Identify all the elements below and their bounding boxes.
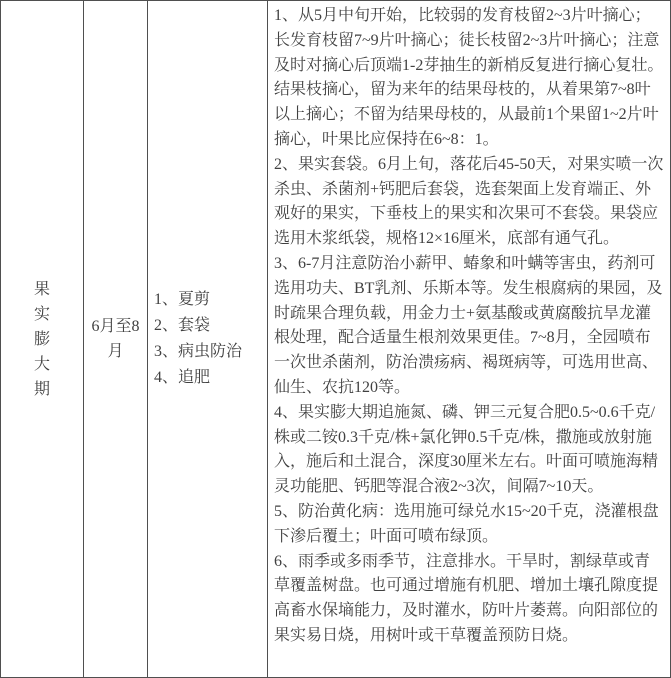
task-item: 4、追肥 (154, 369, 211, 386)
detail-paragraph: 5、防治黄化病：选用施可绿兑水15~20千克，浇灌根盘下渗后覆土；叶面可喷布绿顶。 (274, 502, 659, 545)
period-label: 6月至8月 (91, 318, 140, 360)
period-cell (84, 1, 148, 677)
details-cell (268, 1, 670, 677)
detail-paragraph: 1、从5月中旬开始，比较弱的发育枝留2~3片叶摘心；长发育枝留7~9片叶摘心；徒长枝留2~3片叶摘心；注意及时对摘心后顶端1-2芽抽生的新梢反复进行摘心复壮。结果枝摘心，留为来年的结果母枝的，从着果第7~8叶以上摘心；不留为结果母枝的，从最前1个果留1~2片叶摘心，叶果比应保持在6~8：1。 (274, 7, 664, 148)
detail-paragraph: 6、雨季或多雨季节，注意排水。干旱时，割绿草或青草覆盖树盘。也可通过增施有机肥、增加土壤孔隙度提高畜水保墒能力，及时灌水，防叶片萎蔫。向阳部位的果实易日烧，用树叶或干草覆盖预防日烧。 (274, 552, 659, 644)
details-list (274, 4, 664, 649)
task-item: 2、套袋 (154, 317, 211, 334)
detail-paragraph: 2、果实套袋。6月上旬，落花后45-50天，对果实喷一次杀虫、杀菌剂+钙肥后套袋，选套架面上发育端正、外观好的果实，下垂枝上的果实和次果可不套袋。果袋应选用木浆纸袋，规格12×16厘米，底部有通气孔。 (274, 155, 664, 248)
stage-cell (1, 1, 84, 677)
tasks-cell (148, 1, 268, 677)
detail-paragraph: 3、6-7月注意防治小薪甲、蝽象和叶螨等害虫，药剂可选用功夫、BT乳剂、乐斯本等。发生根腐病的果园，及时疏果合理负载，用金力士+氨基酸或黄腐酸抗旱龙灌根处理，配合适量生根剂效果更佳。7~8月，全园喷布一次世杀菌剂，防治溃疡病、褐斑病等，可选用世高、仙生、农抗120等。 (274, 254, 663, 396)
detail-paragraph: 4、果实膨大期追施氮、磷、钾三元复合肥0.5~0.6千克/株或二铵0.3千克/株+氯化钾0.5千克/株，撒施或放射施入，施后和土混合，深度30厘米左右。叶面可喷施海精灵功能肥、钙肥等混合液2~3次，间隔7~10天。 (274, 403, 659, 496)
task-item: 3、病虫防治 (154, 343, 243, 360)
task-list (154, 287, 265, 391)
task-item: 1、夏剪 (154, 291, 211, 308)
stage-name: 果实膨大期 (33, 280, 50, 398)
